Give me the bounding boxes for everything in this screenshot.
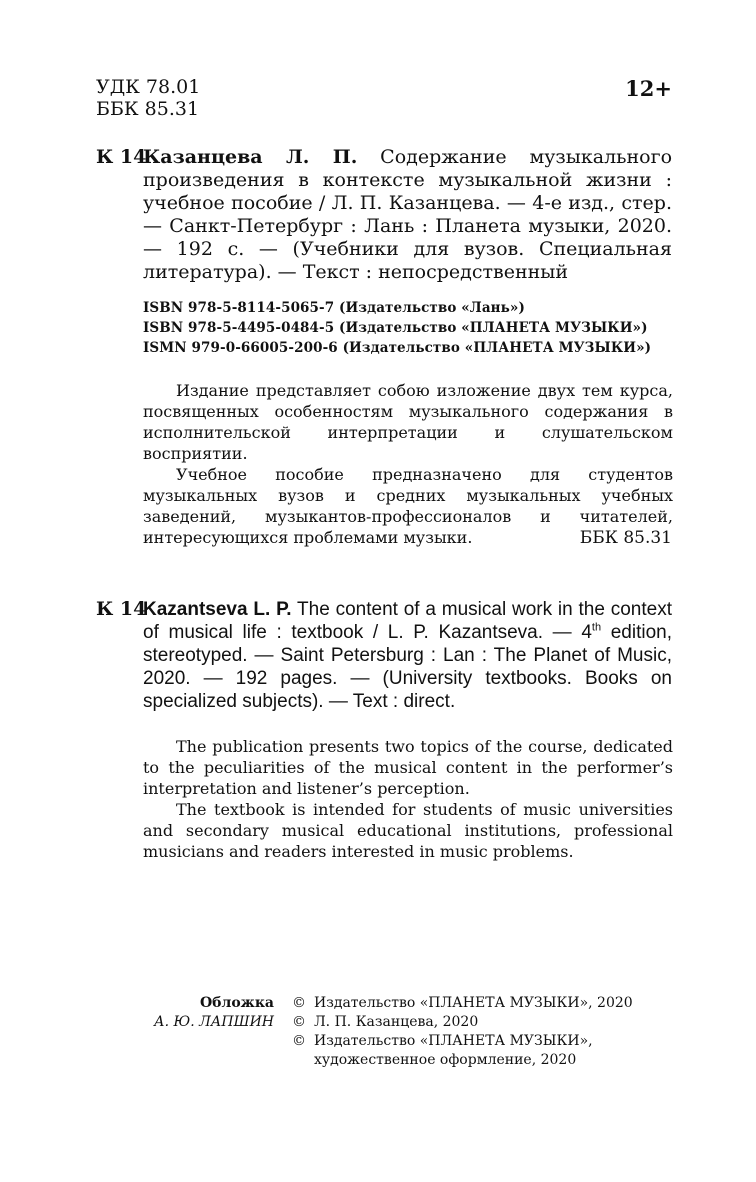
cover-role: Обложка bbox=[199, 995, 274, 1011]
en-entry-text bbox=[143, 598, 672, 713]
en-abstract bbox=[143, 736, 673, 862]
copyright-text: Издательство «ПЛАНЕТА МУЗЫКИ», 2020 bbox=[314, 995, 633, 1011]
ordinal-suffix: th bbox=[591, 621, 602, 634]
ru-entry-text bbox=[143, 146, 672, 284]
udk-code: УДК 78.01 bbox=[96, 76, 201, 98]
isbn-line: ISBN 978-5-4495-0484-5 (Издательство «ПЛАНЕТА МУЗЫКИ») bbox=[143, 320, 648, 336]
copyright-line bbox=[292, 1032, 633, 1051]
author-mark: К 14 bbox=[96, 146, 147, 168]
copyright-text: Издательство «ПЛАНЕТА МУЗЫКИ», bbox=[314, 1033, 593, 1049]
copyright-continuation: художественное оформление, 2020 bbox=[314, 1052, 577, 1068]
ismn-line: ISMN 979-0-66005-200-6 (Издательство «ПЛАНЕТА МУЗЫКИ») bbox=[143, 340, 652, 356]
isbn-block bbox=[143, 298, 651, 358]
ru-bibliography: Содержание музыкального произведения в контексте музыкальной жизни : учебное пособие / Л. П. Казанцева. — 4-е изд., стер. — Санкт-Петербург : Лань : Планета музыки, 2020. — 192 с. — (Учебники для вузов. Специальная литература). — Текст : непосредственный bbox=[143, 146, 673, 283]
en-bibliography-part: The content of a musical work in the context of musical life : textbook / L. P. Kazantseva. — 4 bbox=[143, 599, 672, 643]
cover-artist: А. Ю. ЛАПШИН bbox=[154, 1014, 274, 1030]
en-bibliographic-entry bbox=[96, 598, 672, 713]
classification-codes bbox=[96, 76, 200, 120]
isbn-line: ISBN 978-5-8114-5065-7 (Издательство «Лань») bbox=[143, 300, 525, 316]
copyright-symbol: © bbox=[292, 995, 306, 1011]
age-rating: 12+ bbox=[625, 76, 672, 101]
en-bibliography-part: edition, stereotyped. — Saint Petersburg : Lan : The Planet of Music, 2020. — 192 pages. — (University textbooks. Books on specialized subjects). — Text : direct. bbox=[143, 622, 672, 712]
ru-abstract bbox=[143, 380, 673, 548]
bbk-code: ББК 85.31 bbox=[96, 98, 200, 120]
en-abstract-paragraph: The textbook is intended for students of music universities and secondary musical educational institutions, professional musicians and readers interested in music problems. bbox=[143, 800, 673, 861]
ru-bibliographic-entry bbox=[96, 146, 672, 284]
copyright-symbol: © bbox=[292, 1014, 306, 1030]
ru-abstract-paragraph: Учебное пособие предназначено для студентов музыкальных вузов и средних музыкальных учебных заведений, музыкантов-профессионалов и читателей, интересующихся проблемами музыки. bbox=[143, 465, 673, 547]
copyright-line bbox=[292, 994, 633, 1013]
copyright-block bbox=[292, 994, 633, 1070]
en-author: Kazantseva L. P. bbox=[143, 599, 292, 620]
copyright-symbol: © bbox=[292, 1033, 306, 1049]
en-abstract-paragraph: The publication presents two topics of the course, dedicated to the peculiarities of the musical content in the performer’s interpretation and listener’s perception. bbox=[143, 737, 673, 798]
ru-abstract-paragraph: Издание представляет собою изложение двух тем курса, посвященных особенностям музыкального содержания в исполнительской интерпретации и слушательском восприятии. bbox=[143, 381, 673, 463]
cover-credit bbox=[96, 994, 274, 1032]
ru-author: Казанцева Л. П. bbox=[143, 146, 358, 168]
bbk-code-footer: ББК 85.31 bbox=[579, 528, 672, 548]
copyright-text: Л. П. Казанцева, 2020 bbox=[314, 1014, 479, 1030]
author-mark: К 14 bbox=[96, 598, 147, 620]
copyright-line bbox=[292, 1013, 633, 1032]
